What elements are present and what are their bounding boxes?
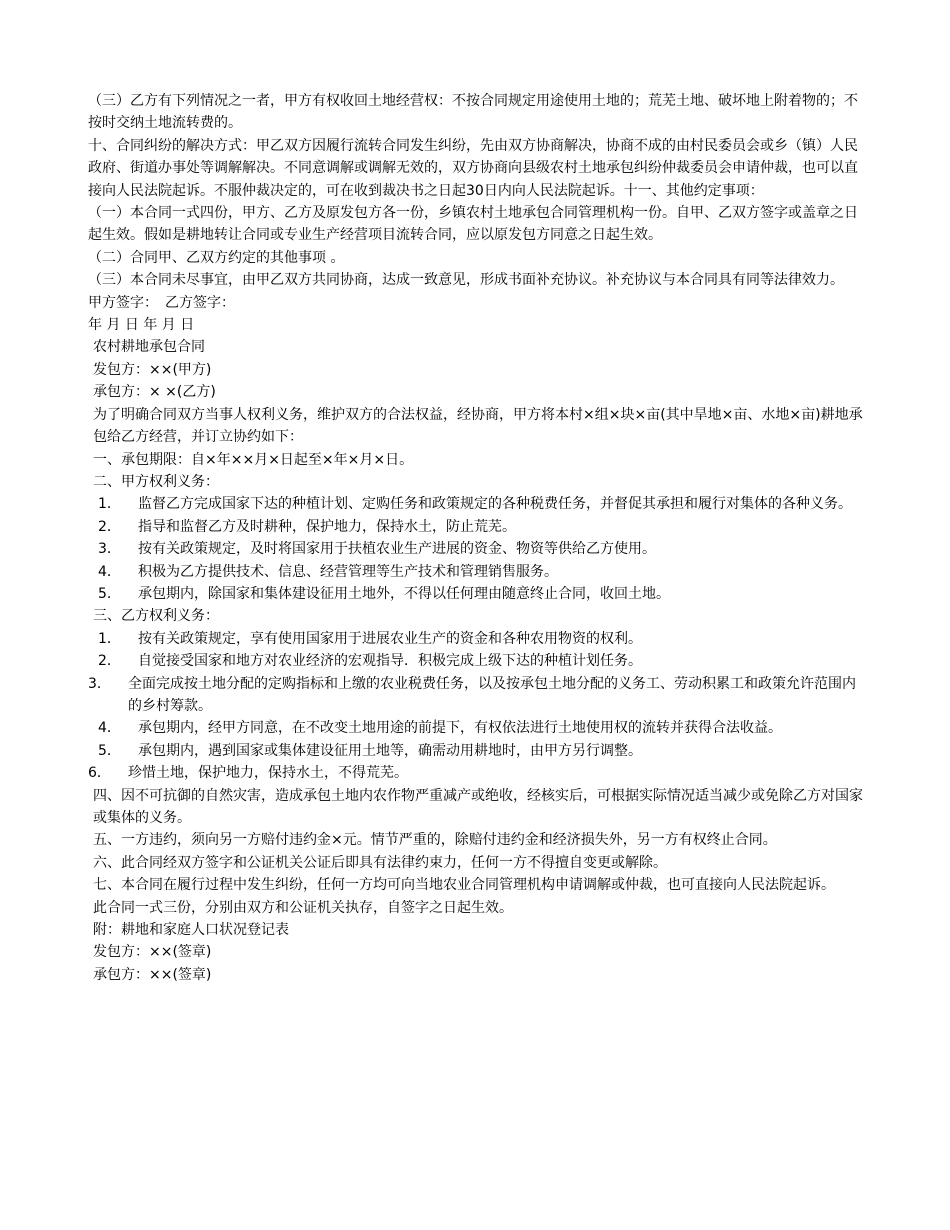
section-3-heading: 三、乙方权利义务： [93, 608, 219, 625]
item-text: 承包期内，遇到国家或集体建设征用土地等，确需动用耕地时，由甲方另行调整。 [138, 742, 642, 759]
item-text: 承包期内，除国家和集体建设征用土地外，不得以任何理由随意终止合同，收回土地。 [138, 585, 670, 602]
section-3-item-6 [88, 762, 864, 784]
item-text: 按有关政策规定，享有使用国家用于进展农业生产的资金和各种农用物资的权利。 [138, 630, 642, 647]
section-5-breach: 五、一方违约，须向另一方赔付违约金×元。情节严重的，除赔付违约金和经济损失外，另一方有权终止合同。 [93, 832, 777, 849]
section-6-effect: 六、此合同经双方签字和公证机关公证后即具有法律约束力，任何一方不得擅自变更或解除。 [93, 854, 667, 871]
clause-10-dispute-resolution: 十、合同纠纷的解决方式：甲乙双方因履行流转合同发生纠纷，先由双方协商解决，协商不成的由村民委员会或乡（镇）人民政府、街道办事处等调解解决。不同意调解或调解无效的，双方协商向县级农村土地承包纠纷仲裁委员会申请仲裁，也可以直接向人民法院起诉。不服仲裁决定的，可在收到裁决书之日起30日内向人民法院起诉。十一、其他约定事项： [88, 137, 858, 199]
item-text: 全面完成按土地分配的定购指标和上缴的农业税费任务，以及按承包土地分配的义务工、劳动积累工和政策允许范围内的乡村筹款。 [128, 675, 856, 714]
item-number: 4． [98, 563, 121, 580]
item-text: 承包期内，经甲方同意，在不改变土地用途的前提下，有权依法进行土地使用权的流转并获得合法收益。 [138, 720, 782, 737]
document-page [88, 90, 864, 986]
copies-note: 此合同一式三份，分别由双方和公证机关执存，自签字之日起生效。 [93, 899, 513, 916]
item-number: 1． [98, 496, 121, 513]
item-text: 监督乙方完成国家下达的种植计划、定购任务和政策规定的各种税费任务，并督促其承担和履行对集体的各种义务。 [138, 496, 852, 513]
item-text: 珍惜土地，保护地力，保持水土，不得荒芜。 [128, 765, 408, 782]
item-text: 积极为乙方提供技术、信息、经营管理等生产技术和管理销售服务。 [138, 563, 558, 580]
contractor-seal: 承包方：××(签章) [93, 966, 212, 983]
section-1-term: 一、承包期限：自×年××月×日起至×年×月×日。 [93, 451, 414, 468]
item-text: 自觉接受国家和地方对农业经济的宏观指导．积极完成上级下达的种植计划任务。 [138, 653, 642, 670]
section-4-force-majeure: 四、因不可抗御的自然灾害，造成承包土地内农作物严重减产或绝收，经核实后，可根据实际情况适当减少或免除乙方对国家或集体的义务。 [93, 787, 863, 826]
clause-11-3-supplement: （三）本合同未尽事宜，由甲乙双方共同协商，达成一致意见，形成书面补充协议。补充协议与本合同具有同等法律效力。 [88, 272, 844, 289]
item-number: 2． [98, 518, 121, 535]
clause-3-revocation: （三）乙方有下列情况之一者，甲方有权收回土地经营权：不按合同规定用途使用土地的；荒芜土地、破坏地上附着物的；不按时交纳土地流转费的。 [88, 93, 858, 132]
section-3-item-2 [88, 650, 864, 672]
employer-seal: 发包方：××(签章) [93, 944, 212, 961]
item-number: 1． [98, 630, 121, 647]
item-number: 5． [98, 585, 121, 602]
section-2-item-5 [88, 583, 864, 605]
item-number: 5． [98, 742, 121, 759]
item-text: 指导和监督乙方及时耕种，保护地力，保持水土，防止荒芜。 [138, 518, 516, 535]
section-2-heading: 二、甲方权利义务： [93, 473, 219, 490]
section-3-item-3 [88, 673, 864, 718]
item-number: 2． [98, 653, 121, 670]
item-number: 3． [98, 541, 121, 558]
item-number: 6． [88, 765, 111, 782]
clause-11-2-other-matters: （二）合同甲、乙双方约定的其他事项 。 [88, 249, 345, 266]
contractor-party: 承包方：× ×(乙方) [93, 384, 216, 401]
date-line: 年 月 日 年 月 日 [88, 317, 195, 334]
preamble: 为了明确合同双方当事人权利义务，维护双方的合法权益，经协商，甲方将本村×组×块×亩(其中旱地×亩、水地×亩)耕地承包给乙方经营，并订立协约如下： [93, 406, 863, 446]
signature-line: 甲方签字： 乙方签字： [88, 294, 235, 311]
section-3-item-4 [88, 717, 864, 739]
item-text: 按有关政策规定，及时将国家用于扶植农业生产进展的资金、物资等供给乙方使用。 [138, 541, 656, 558]
item-number: 4． [98, 720, 121, 737]
section-3-item-1 [88, 628, 864, 650]
section-2-item-1 [88, 493, 864, 515]
section-7-disputes: 七、本合同在履行过程中发生纠纷，任何一方均可向当地农业合同管理机构申请调解或仲裁，也可直接向人民法院起诉。 [93, 877, 835, 894]
contract-title: 农村耕地承包合同 [93, 339, 205, 356]
section-2-item-4 [88, 561, 864, 583]
employer-party: 发包方：××(甲方) [93, 361, 212, 378]
item-number: 3． [88, 675, 111, 692]
clause-11-1-copies: （一）本合同一式四份，甲方、乙方及原发包方各一份，乡镇农村土地承包合同管理机构一份。自甲、乙双方签字或盖章之日起生效。假如是耕地转让合同或专业生产经营项目流转合同，应以原发包方同意之日起生效。 [88, 205, 858, 244]
attachment-note: 附：耕地和家庭人口状况登记表 [93, 922, 289, 939]
section-2-item-2 [88, 516, 864, 538]
section-2-item-3 [88, 538, 864, 560]
section-3-item-5 [88, 740, 864, 762]
